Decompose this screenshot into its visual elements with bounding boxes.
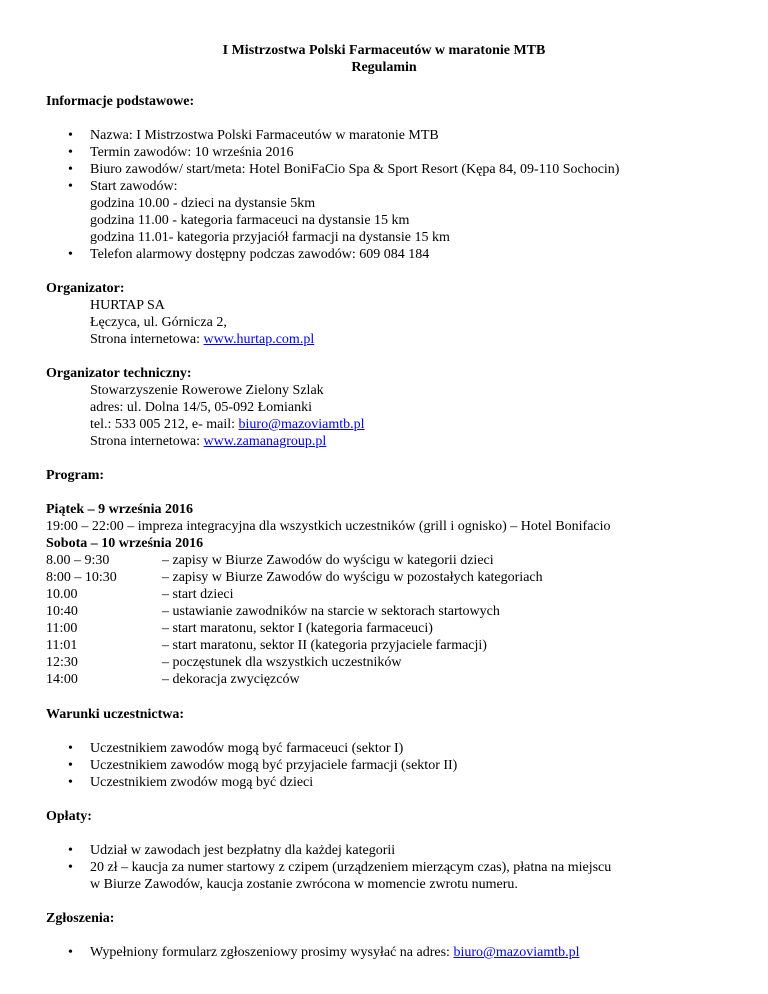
organizer-website-link[interactable]: www.hurtap.com.pl	[203, 332, 315, 347]
organizer-name: HURTAP SA	[90, 298, 165, 313]
info-item-office: Biuro zawodów/ start/meta: Hotel BoniFaCio Spa & Sport Resort (Kępa 84, 09-110 Sochocin)	[90, 162, 620, 177]
fees-bullet-2: •	[68, 860, 73, 875]
info-item-date: Termin zawodów: 10 września 2016	[90, 145, 294, 160]
schedule-row	[46, 603, 726, 620]
registration-item	[90, 944, 580, 961]
start-line-pharmacists: godzina 11.00 - kategoria farmaceuci na dystansie 15 km	[90, 213, 410, 228]
schedule-row	[46, 620, 726, 637]
start-line-children: godzina 10.00 - dzieci na dystansie 5km	[90, 196, 316, 211]
tech-organizer-heading: Organizator techniczny:	[46, 366, 192, 381]
tech-organizer-website-label: Strona internetowa:	[90, 434, 204, 449]
conditions-heading: Warunki uczestnictwa:	[46, 707, 185, 722]
schedule-desc: – zapisy w Biurze Zawodów do wyścigu w pozostałych kategoriach	[162, 570, 543, 585]
fees-item-free: Udział w zawodach jest bezpłatny dla każdej kategorii	[90, 843, 396, 858]
document-subtitle: Regulamin	[351, 60, 417, 75]
conditions-bullet-3: •	[68, 775, 73, 790]
tech-organizer-contact-label: tel.: 533 005 212, e- mail:	[90, 417, 239, 432]
program-heading: Program:	[46, 468, 105, 483]
schedule-time: 8:00 – 10:30	[46, 570, 117, 585]
info-bullet-3: •	[68, 162, 73, 177]
schedule-desc: – start dzieci	[162, 587, 234, 602]
tech-organizer-name: Stowarzyszenie Rowerowe Zielony Szlak	[90, 383, 324, 398]
conditions-item-children: Uczestnikiem zwodów mogą być dzieci	[90, 775, 314, 790]
schedule-row	[46, 637, 726, 654]
info-bullet-4: •	[68, 179, 73, 194]
schedule-desc: – dekoracja zwycięzców	[162, 672, 300, 687]
organizer-website	[90, 331, 314, 348]
friday-heading: Piątek – 9 września 2016	[46, 502, 193, 517]
schedule-time: 14:00	[46, 672, 78, 687]
schedule-time: 11:00	[46, 621, 78, 636]
saturday-heading: Sobota – 10 września 2016	[46, 536, 204, 551]
friday-event: 19:00 – 22:00 – impreza integracyjna dla wszystkich uczestników (grill i ognisko) – Hotel Bonifacio	[46, 519, 611, 534]
registration-bullet-1: •	[68, 945, 73, 960]
organizer-heading: Organizator:	[46, 281, 125, 296]
registration-item-text: Wypełniony formularz zgłoszeniowy prosimy wysyłać na adres:	[90, 945, 454, 960]
schedule-desc: – start maratonu, sektor II (kategoria przyjaciele farmacji)	[162, 638, 487, 653]
registration-heading: Zgłoszenia:	[46, 911, 115, 926]
conditions-bullet-2: •	[68, 758, 73, 773]
tech-organizer-contact	[90, 416, 365, 433]
schedule-time: 10.00	[46, 587, 78, 602]
start-line-friends: godzina 11.01- kategoria przyjaciół farmacji na dystansie 15 km	[90, 230, 450, 245]
info-item-start: Start zawodów:	[90, 179, 178, 194]
conditions-item-friends: Uczestnikiem zawodów mogą być przyjaciele farmacji (sektor II)	[90, 758, 458, 773]
tech-organizer-website-link[interactable]: www.zamanagroup.pl	[203, 434, 327, 449]
schedule-desc: – ustawianie zawodników na starcie w sektorach startowych	[162, 604, 500, 619]
conditions-bullet-1: •	[68, 741, 73, 756]
info-bullet-5: •	[68, 247, 73, 262]
schedule-desc: – zapisy w Biurze Zawodów do wyścigu w kategorii dzieci	[162, 553, 494, 568]
schedule-time: 12:30	[46, 655, 78, 670]
tech-organizer-address: adres: ul. Dolna 14/5, 05-092 Łomianki	[90, 400, 313, 415]
schedule-time: 10:40	[46, 604, 78, 619]
tech-organizer-website	[90, 433, 326, 450]
info-item-phone: Telefon alarmowy dostępny podczas zawodów: 609 084 184	[90, 247, 430, 262]
schedule-row	[46, 671, 726, 688]
info-heading: Informacje podstawowe:	[46, 94, 195, 109]
tech-organizer-email-link[interactable]: biuro@mazoviamtb.pl	[238, 417, 365, 432]
schedule-row	[46, 552, 726, 569]
schedule-desc: – poczęstunek dla wszystkich uczestników	[162, 655, 402, 670]
schedule-row	[46, 654, 726, 671]
organizer-website-label: Strona internetowa:	[90, 332, 204, 347]
schedule-desc: – start maratonu, sektor I (kategoria farmaceuci)	[162, 621, 433, 636]
conditions-item-pharmacists: Uczestnikiem zawodów mogą być farmaceuci (sektor I)	[90, 741, 404, 756]
schedule-time: 11:01	[46, 638, 78, 653]
schedule-row	[46, 569, 726, 586]
organizer-address: Łęczyca, ul. Górnicza 2,	[90, 315, 227, 330]
document-title: I Mistrzostwa Polski Farmaceutów w maratonie MTB	[222, 43, 546, 58]
info-bullet-2: •	[68, 145, 73, 160]
schedule-row	[46, 586, 726, 603]
info-item-name: Nazwa: I Mistrzostwa Polski Farmaceutów w maratonie MTB	[90, 128, 439, 143]
registration-email-link[interactable]: biuro@mazoviamtb.pl	[453, 945, 580, 960]
fees-item-deposit-line2: w Biurze Zawodów, kaucja zostanie zwrócona w momencie zwrotu numeru.	[90, 877, 518, 892]
fees-bullet-1: •	[68, 843, 73, 858]
fees-item-deposit-line1: 20 zł – kaucja za numer startowy z czipem (urządzeniem mierzącym czas), płatna na miejscu	[90, 860, 612, 875]
fees-heading: Opłaty:	[46, 809, 92, 824]
info-bullet-1: •	[68, 128, 73, 143]
schedule-time: 8.00 – 9:30	[46, 553, 110, 568]
